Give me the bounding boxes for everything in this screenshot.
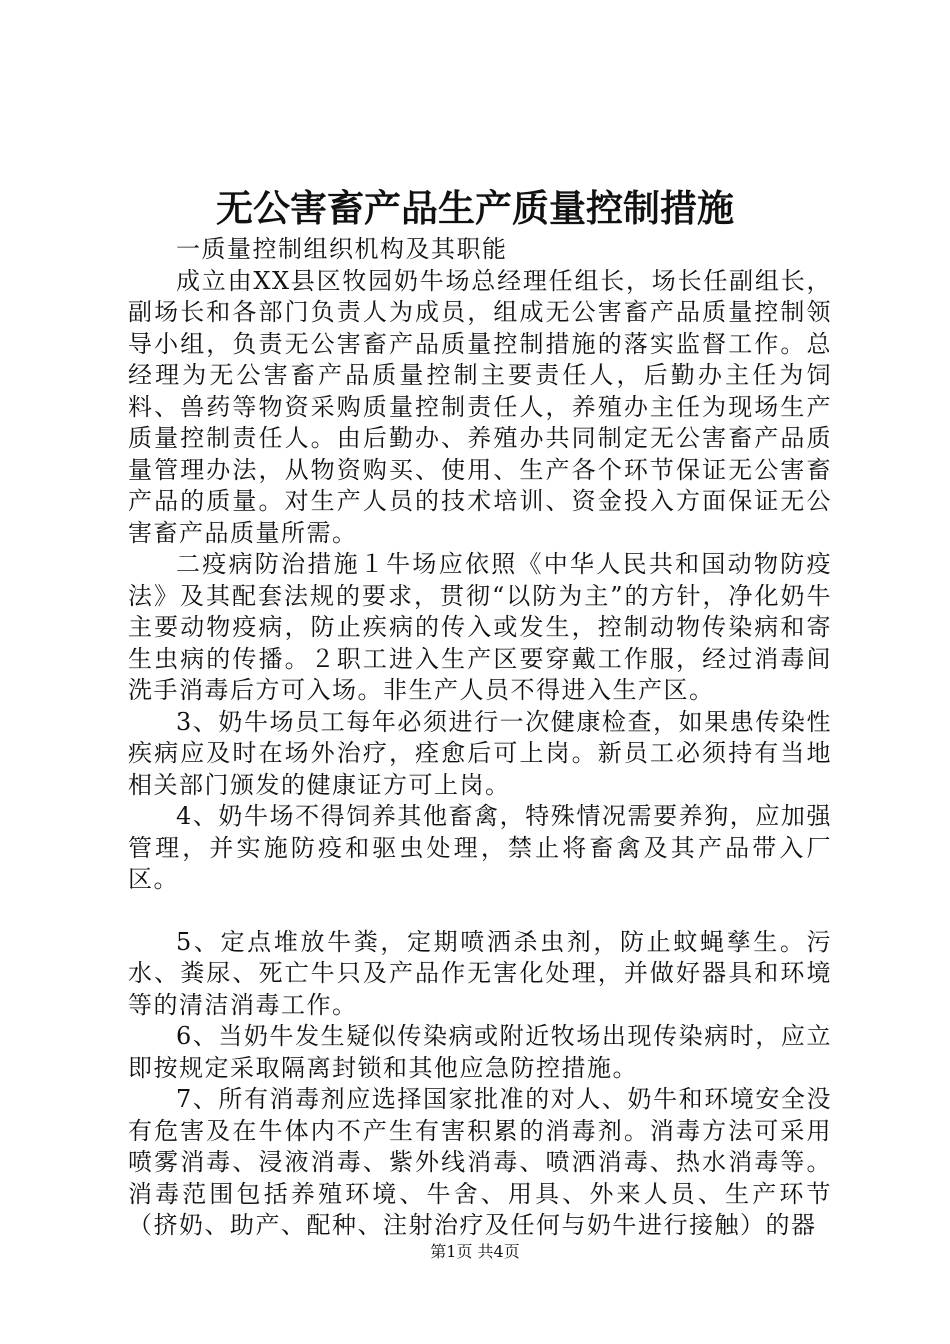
paragraph-disease-prevention: 二疫病防治措施１牛场应依照《中华人民共和国动物防疫法》及其配套法规的要求，贯彻“以防为主”的方针，净化奶牛主要动物疫病，防止疾病的传入或发生，控制动物传染病和寄生虫病的传播。２职工进入生产区要穿戴工作服，经过消毒间洗手消毒后方可入场。非生产人员不得进入生产区。 xyxy=(128,550,832,704)
paragraph-quarantine: 6、当奶牛发生疑似传染病或附近牧场出现传染病时，应立即按规定采取隔离封锁和其他应急防控措施。 xyxy=(128,1022,832,1082)
section-heading-quality-control: 一质量控制组织机构及其职能 xyxy=(176,235,508,263)
paragraph-manure-disposal: 5、定点堆放牛粪，定期喷洒杀虫剂，防止蚊蝇孳生。污水、粪尿、死亡牛只及产品作无害化处理，并做好器具和环境等的清洁消毒工作。 xyxy=(128,927,832,1019)
paragraph-no-other-livestock: 4、奶牛场不得饲养其他畜禽，特殊情况需要养狗，应加强管理，并实施防疫和驱虫处理，禁止将畜禽及其产品带入厂区。 xyxy=(128,802,832,893)
document-title: 无公害畜产品生产质量控制措施 xyxy=(216,186,734,230)
paragraph-organization: 成立由XX县区牧园奶牛场总经理任组长，场长任副组长，副场长和各部门负责人为成员，组成无公害畜产品质量控制领导小组，负责无公害畜产品质量控制措施的落实监督工作。总经理为无公害畜产品质量控制主要责任人，后勤办主任为饲料、兽药等物资采购质量控制责任人，养殖办主任为现场生产质量控制责任人。由后勤办、养殖办共同制定无公害畜产品质量管理办法，从物资购买、使用、生产各个环节保证无公害畜产品的质量。对生产人员的技术培训、资金投入方面保证无公害畜产品质量所需。 xyxy=(128,266,832,547)
paragraph-disinfectants: 7、所有消毒剂应选择国家批准的对人、奶牛和环境安全没有危害及在牛体内不产生有害积累的消毒剂。消毒方法可采用喷雾消毒、浸液消毒、紫外线消毒、喷洒消毒、热水消毒等。消毒范围包括养殖环境、牛舍、用具、外来人员、生产环节（挤奶、助产、配种、注射治疗及任何与奶牛进行接触）的器 xyxy=(128,1085,832,1239)
paragraph-health-check: 3、奶牛场员工每年必须进行一次健康检查，如果患传染性疾病应及时在场外治疗，痊愈后可上岗。新员工必须持有当地相关部门颁发的健康证方可上岗。 xyxy=(128,707,832,799)
page-number-footer: 第1页 共4页 xyxy=(430,1242,520,1261)
document-body xyxy=(128,234,832,1242)
